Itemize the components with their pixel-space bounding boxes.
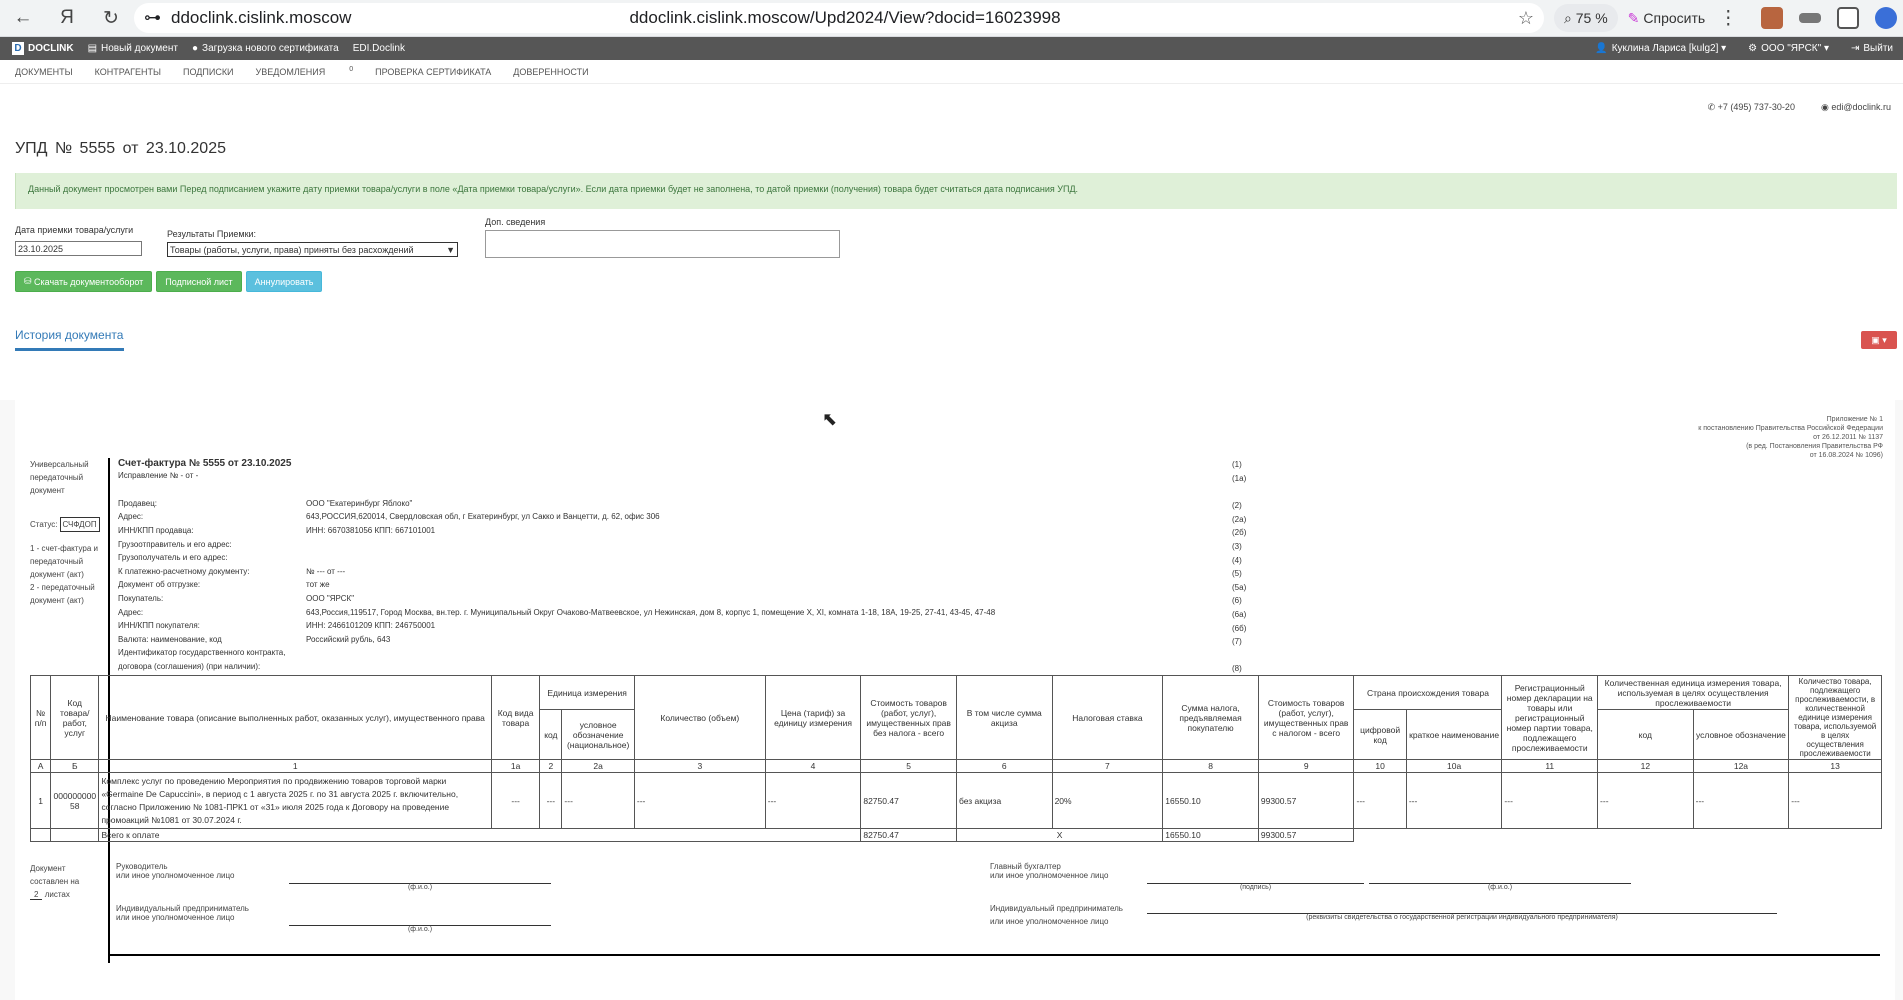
- alice-icon: ✎: [1627, 9, 1640, 26]
- url-full: ddoclink.cislink.moscow/Upd2024/View?docid=16023998: [629, 8, 1061, 27]
- field-code: (2): [1232, 501, 1242, 511]
- field-value: 643,Россия,119517, Город Москва, вн.тер. г. Муниципальный Округ Очаково-Матвеевское, ул Нежинская, дом 8, корпус 1, помещение X, XI, комната 1-18, 18А, 19-25, 27-41, 43-45, 47-48: [306, 607, 996, 617]
- column-index: 1: [99, 760, 492, 773]
- ip2-label: Индивидуальный предприниматель: [990, 904, 1123, 913]
- mouse-cursor: ⬉: [822, 409, 838, 429]
- column-index: 2: [540, 760, 562, 773]
- column-index: А: [31, 760, 51, 773]
- th-tax: Сумма налога, предъявляемая покупателю: [1163, 676, 1259, 760]
- appendix-line: (в ред. Постановления Правительства РФ: [1746, 443, 1883, 450]
- appendix-line: от 26.12.2011 № 1137: [1813, 434, 1883, 441]
- field-label: Валюта: наименование, код: [118, 634, 222, 644]
- th-code: Код товара/ работ, услуг: [51, 676, 99, 760]
- th-excise: В том числе сумма акциза: [956, 676, 1052, 760]
- th-name: Наименование товара (описание выполненных работ, оказанных услуг), имущественного права: [99, 676, 492, 760]
- field-code: (5): [1232, 569, 1242, 579]
- th-country: Страна происхождения товара: [1354, 676, 1502, 710]
- chief-fio: (ф.и.о.): [1369, 883, 1631, 891]
- cell-price: ---: [765, 773, 861, 829]
- upload-cert-label: Загрузка нового сертификата: [202, 43, 339, 54]
- invoice-field-row: [118, 619, 1268, 633]
- extra-textarea[interactable]: [485, 230, 840, 258]
- column-index: 7: [1052, 760, 1163, 773]
- th-kind: Код вида товара: [491, 676, 539, 760]
- gear-icon: ⚙: [1748, 43, 1758, 54]
- field-label: ИНН/КПП покупателя:: [118, 621, 200, 631]
- sheets-word: листах: [44, 890, 70, 899]
- invoice-field-row: [118, 578, 1268, 592]
- phone-number: +7 (495) 737-30-20: [1717, 102, 1795, 112]
- logout-label: Выйти: [1863, 43, 1893, 54]
- invoice-field-row: [118, 633, 1268, 647]
- field-label: договора (соглашения) (при наличии):: [118, 662, 261, 672]
- email-icon: ◉: [1820, 102, 1829, 112]
- cell-excise: без акциза: [956, 773, 1052, 829]
- ask-button[interactable]: [1628, 10, 1706, 27]
- edi-label: EDI.Doclink: [352, 43, 405, 54]
- field-label: Адрес:: [118, 512, 144, 522]
- acceptance-form: [15, 217, 1903, 258]
- column-index: 3: [634, 760, 765, 773]
- cell-num: 1: [31, 773, 51, 829]
- upd-document: [15, 400, 1895, 1000]
- logout-link[interactable]: [1851, 43, 1893, 54]
- head-fio: (ф.и.о.): [289, 883, 551, 891]
- result-label: Результаты Приемки:: [167, 229, 257, 239]
- menu-dots-icon[interactable]: ⋮: [1718, 7, 1738, 29]
- reload-icon[interactable]: ↻: [103, 7, 119, 29]
- field-code: (2б): [1232, 528, 1247, 538]
- menu-notifications[interactable]: [256, 66, 354, 77]
- new-document-label: Новый документ: [101, 43, 178, 54]
- email-address: edi@doclink.ru: [1831, 102, 1891, 112]
- cell-country-name: ---: [1406, 773, 1502, 829]
- field-label: Покупатель:: [118, 594, 164, 604]
- ip-label: Индивидуальный предприниматель: [116, 904, 249, 913]
- field-code: (6): [1232, 596, 1242, 606]
- main-menu: [0, 60, 1903, 84]
- invoice-line-codes: [1232, 458, 1246, 676]
- field-code: [1232, 649, 1246, 663]
- head-label: Руководитель: [116, 862, 168, 871]
- status-note-1: 1 - счет-фактура и передаточный документ (акт): [30, 544, 99, 579]
- upd-left-column: [30, 458, 110, 607]
- th-qty: Количество (объем): [634, 676, 765, 760]
- field-label: Документ об отгрузке:: [118, 580, 201, 590]
- field-label: Идентификатор государственного контракта,: [118, 648, 286, 658]
- menu-proxies[interactable]: ДОВЕРЕННОСТИ: [513, 66, 589, 77]
- org-name: ООО "ЯРСК": [1761, 43, 1822, 54]
- download-label: Скачать документооборот: [34, 276, 144, 287]
- cell-code: 00000000058: [51, 773, 99, 829]
- total-sum: 99300.57: [1258, 829, 1354, 842]
- ip2-block: [990, 904, 1123, 926]
- back-icon[interactable]: ←: [13, 7, 33, 28]
- invoice-field-row: [118, 660, 1268, 674]
- column-index: 12: [1598, 760, 1694, 773]
- result-select[interactable]: [167, 242, 458, 257]
- ip-fio: (ф.и.о.): [289, 925, 551, 933]
- field-label: Продавец:: [118, 498, 158, 508]
- status-note-2: 2 - передаточный документ (акт): [30, 583, 95, 605]
- invoice-fix: [118, 469, 1268, 483]
- fix-text: Исправление № - от -: [118, 471, 199, 481]
- bottom-rule: [108, 954, 1880, 956]
- total-label: Всего к оплате: [99, 829, 861, 842]
- download-icon: ⛁: [24, 276, 35, 286]
- doclink-logo-icon: D: [12, 42, 24, 55]
- certificate-icon: ●: [191, 43, 199, 54]
- invoice-title: Счет-фактура № 5555 от 23.10.2025: [118, 458, 292, 469]
- extension-icon-3[interactable]: [1837, 7, 1859, 29]
- date-label: Дата приемки товара/услуги: [15, 225, 134, 235]
- field-code: (2а): [1232, 514, 1247, 524]
- extension-icon-2[interactable]: [1799, 13, 1821, 23]
- total-x: Х: [956, 829, 1162, 842]
- column-index: 9: [1258, 760, 1354, 773]
- cell-rate: 20%: [1052, 773, 1163, 829]
- contacts: [0, 84, 1903, 113]
- notification-count: 0: [349, 66, 354, 73]
- ask-label: Спросить: [1643, 10, 1706, 26]
- pdf-icon: ▣: [1871, 334, 1880, 345]
- cell-cost: 82750.47: [861, 773, 957, 829]
- column-index: 5: [861, 760, 957, 773]
- appendix-line: к постановлению Правительства Российской Федерации: [1698, 425, 1883, 432]
- user-menu[interactable]: 👤 Куклина Лариса [kulg2] ▾: [1595, 43, 1727, 54]
- user-name: Куклина Лариса [kulg2]: [1611, 43, 1719, 54]
- column-index: 11: [1502, 760, 1598, 773]
- doc-made-label: Документ составлен на: [30, 864, 80, 886]
- date-input[interactable]: 23.10.2025: [15, 241, 142, 256]
- zoom-indicator[interactable]: ⌕ 75 %: [1554, 4, 1618, 32]
- invoice-field-row: [118, 497, 1268, 511]
- th-track-name: условное обозначение: [1693, 710, 1789, 760]
- th-track-qty: Количество товара, подлежащего прослеживаемости, в количественной единице измерения товара, используемой в целях осуществления прослеживаемости: [1789, 676, 1882, 760]
- total-cost: 82750.47: [861, 829, 957, 842]
- chief-acc-label: Главный бухгалтер: [990, 862, 1061, 871]
- invoice-field-row: [118, 537, 1268, 551]
- field-label: Адрес:: [118, 607, 144, 617]
- chief-acc-block: [990, 862, 1108, 880]
- logout-icon: ⇥: [1851, 43, 1860, 54]
- invoice-field-row: [118, 510, 1268, 524]
- phone: [1708, 102, 1795, 113]
- cell-track-code: ---: [1598, 773, 1694, 829]
- field-value: ИНН: 6670381056 КПП: 667101001: [306, 526, 436, 536]
- upload-cert-link[interactable]: [192, 43, 339, 54]
- status-badge: СЧФДОП: [60, 517, 100, 532]
- field-code: (8): [1232, 664, 1242, 674]
- result-value: Товары (работы, услуги, права) приняты без расхождений: [170, 244, 414, 255]
- field-value: № --- от ---: [306, 566, 346, 576]
- column-index: 4: [765, 760, 861, 773]
- ip-requisites: (реквизиты свидетельства о государственной регистрации индивидуального предпринимателя): [1147, 913, 1777, 921]
- appendix-line: от 16.08.2024 № 1096): [1809, 452, 1883, 459]
- field-value: Российский рубль, 643: [306, 634, 391, 644]
- user-icon: 👤: [1595, 43, 1608, 54]
- cell-country-code: ---: [1354, 773, 1406, 829]
- url-host: ddoclink.cislink.moscow: [171, 8, 352, 27]
- zoom-value: 75 %: [1575, 10, 1608, 26]
- bookmark-icon[interactable]: ☆: [1517, 7, 1534, 28]
- cell-unit-name: ---: [562, 773, 634, 829]
- th-unit-code: код: [540, 710, 562, 760]
- email[interactable]: [1821, 102, 1891, 113]
- invoice-field-row: [118, 592, 1268, 606]
- column-index: 12а: [1693, 760, 1789, 773]
- action-buttons: [15, 271, 1903, 292]
- chief-sign: (подпись): [1147, 883, 1364, 891]
- invoice-field-row: [118, 524, 1268, 538]
- th-cost: Стоимость товаров (работ, услуг), имущественных прав без налога - всего: [861, 676, 957, 760]
- total-row: [31, 829, 1882, 842]
- address-bar[interactable]: [134, 3, 1544, 33]
- field-label: ИНН/КПП продавца:: [118, 526, 194, 536]
- column-index: 13: [1789, 760, 1882, 773]
- column-index: 10а: [1406, 760, 1502, 773]
- field-label: К платежно-расчетному документу:: [118, 566, 250, 576]
- goods-table: [30, 675, 1882, 842]
- new-document-link[interactable]: [88, 43, 178, 54]
- pdf-dropdown-button[interactable]: ▣ ▾: [1861, 331, 1897, 349]
- field-code: (6б): [1232, 623, 1247, 633]
- field-value: ООО "ЯРСК": [306, 594, 355, 604]
- auth-label: или иное уполномоченное лицо: [116, 871, 235, 880]
- invoice-field-row: [118, 565, 1268, 579]
- document-preview-area: [0, 400, 1903, 1000]
- org-menu[interactable]: ⚙ ООО "ЯРСК" ▾: [1748, 43, 1829, 54]
- total-empty: [51, 829, 99, 842]
- column-index: 2а: [562, 760, 634, 773]
- ip-auth-label: или иное уполномоченное лицо: [116, 913, 235, 922]
- table-row: [31, 773, 1882, 829]
- column-index: Б: [51, 760, 99, 773]
- menu-cert-check[interactable]: ПРОВЕРКА СЕРТИФИКАТА: [375, 66, 492, 77]
- appendix-line: Приложение № 1: [1826, 416, 1883, 423]
- page-title: УПД № 5555 от 23.10.2025: [15, 140, 226, 157]
- th-country-code: цифровой код: [1354, 710, 1406, 760]
- th-price: Цена (тариф) за единицу измерения: [765, 676, 861, 760]
- invoice-field-row: [118, 551, 1268, 565]
- cell-tax: 16550.10: [1163, 773, 1259, 829]
- field-value: тот же: [306, 580, 330, 590]
- tab-history[interactable]: История документа: [15, 328, 124, 351]
- sign-sheet-button[interactable]: Подписной лист: [156, 271, 241, 292]
- edi-link[interactable]: [353, 43, 405, 54]
- field-label: Грузополучатель и его адрес:: [118, 553, 228, 563]
- chevron-down-icon: ▼: [446, 244, 455, 255]
- invoice-field-row: [118, 605, 1268, 619]
- app-logo[interactable]: [12, 42, 74, 55]
- browser-toolbar: [0, 0, 1903, 37]
- th-rate: Налоговая ставка: [1052, 676, 1163, 760]
- th-unit-name: условное обозначение (национальное): [562, 710, 634, 760]
- field-code: (3): [1232, 541, 1242, 551]
- phone-icon: ✆: [1707, 102, 1716, 112]
- column-index: 8: [1163, 760, 1259, 773]
- ip2-auth-label: или иное уполномоченное лицо: [990, 917, 1109, 926]
- extension-icon-1[interactable]: [1761, 7, 1783, 29]
- doc-kind: Универсальный передаточный документ: [30, 460, 89, 495]
- cell-total: 99300.57: [1258, 773, 1354, 829]
- th-track: Количественная единица измерения товара, используемая в целях осуществления прослеживаемости: [1598, 676, 1789, 710]
- sheets-count: 2: [30, 890, 42, 900]
- appendix-note: [1698, 415, 1883, 460]
- cell-reg: ---: [1502, 773, 1598, 829]
- cell-qty: ---: [634, 773, 765, 829]
- logo-text: DOCLINK: [28, 43, 74, 54]
- field-value: ИНН: 2466101209 КПП: 246750001: [306, 621, 436, 631]
- th-unit: Единица измерения: [540, 676, 635, 710]
- yandex-icon[interactable]: Я: [60, 7, 74, 28]
- menu-documents[interactable]: ДОКУМЕНТЫ: [15, 66, 73, 77]
- extra-label: Доп. сведения: [485, 217, 546, 227]
- field-code: (6а): [1232, 609, 1247, 619]
- cell-unit-code: ---: [540, 773, 562, 829]
- cell-track-name: ---: [1693, 773, 1789, 829]
- code-1a: (1а): [1232, 473, 1247, 483]
- app-topbar: [0, 37, 1903, 60]
- th-total: Стоимость товаров (работ, услуг), имущественных прав с налогом - всего: [1258, 676, 1354, 760]
- info-alert: Данный документ просмотрен вами Перед подписанием укажите дату приемки товара/услуги в поле «Дата приемки товара/услуги». Если дата приемки будет не заполнена, то датой приемки (получения) товара будет считаться дата подписания УПД.: [15, 173, 1897, 209]
- th-track-code: код: [1598, 710, 1694, 760]
- code-1: (1): [1232, 460, 1242, 469]
- extension-icon-4[interactable]: [1875, 7, 1897, 29]
- field-value: 643,РОССИЯ,620014, Свердловская обл, г Екатеринбург, ул Сакко и Ванцетти, д. 62, офис 306: [306, 512, 660, 522]
- total-blank: [1354, 829, 1882, 842]
- th-num: № п/п: [31, 676, 51, 760]
- invoice-field-row: [118, 646, 1268, 660]
- status-row: [30, 517, 110, 532]
- site-info-icon[interactable]: ⊶: [144, 8, 161, 27]
- menu-subscriptions[interactable]: ПОДПИСКИ: [183, 66, 234, 77]
- field-code: (5а): [1232, 582, 1247, 592]
- field-label: Грузоотправитель и его адрес:: [118, 539, 232, 549]
- cell-name: Комплекс услуг по проведению Мероприятия по продвижению товаров торговой марки «Germaine De Capuccini», в период с 1 августа 2025 г. по 31 августа 2025 г. включительно, согласно Приложению № 1081-ПРК1 от «31» июля 2025 года к Договору на проведение промоакций №1081 от 30.07.2024 г.: [99, 773, 492, 829]
- ip-block: [116, 904, 249, 922]
- status-label: Статус:: [30, 520, 58, 529]
- column-index-row: [31, 760, 1882, 773]
- download-button[interactable]: [15, 271, 152, 292]
- column-index: 1а: [491, 760, 539, 773]
- menu-notifications-label: УВЕДОМЛЕНИЯ: [255, 67, 326, 77]
- th-country-name: краткое наименование: [1406, 710, 1502, 760]
- column-index: 6: [956, 760, 1052, 773]
- sheets-note: [30, 862, 85, 901]
- annul-button[interactable]: Аннулировать: [246, 271, 323, 292]
- cell-track-qty: ---: [1789, 773, 1882, 829]
- th-reg: Регистрационный номер декларации на товары или регистрационный номер партии товара, подлежащего прослеживаемости: [1502, 676, 1598, 760]
- invoice-header: [118, 458, 1268, 673]
- column-index: 10: [1354, 760, 1406, 773]
- document-icon: ▤: [87, 43, 98, 54]
- field-value: ООО "Екатеринбург Яблоко": [306, 498, 413, 508]
- cell-kind: ---: [491, 773, 539, 829]
- total-empty: [31, 829, 51, 842]
- head-block: [116, 862, 234, 880]
- menu-contractors[interactable]: КОНТРАГЕНТЫ: [94, 66, 162, 77]
- field-code: (4): [1232, 555, 1242, 565]
- chief-auth-label: или иное уполномоченное лицо: [990, 871, 1109, 880]
- total-tax: 16550.10: [1163, 829, 1259, 842]
- field-code: (7): [1232, 637, 1242, 647]
